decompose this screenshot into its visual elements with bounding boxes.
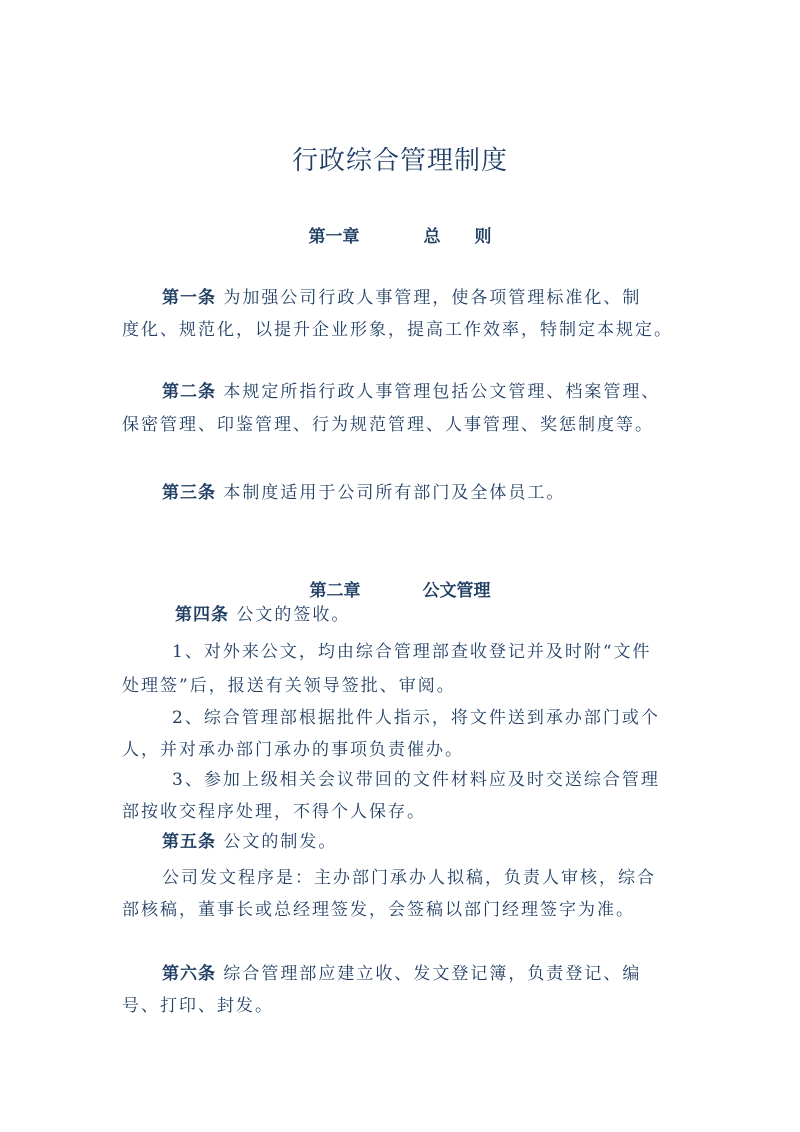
chapter-2-heading — [0, 576, 800, 601]
article-5-lead: 第五条 — [162, 832, 216, 852]
chapter-1-label: 第一章 — [308, 227, 360, 247]
article-4-item-2-line-2: 人，并对承办部门承办的事项负责催办。 — [122, 740, 464, 760]
article-1-line-2: 度化、规范化，以提升企业形象，提高工作效率，特制定本规定。 — [122, 320, 673, 340]
article-4-item-1-line-2: 处理签”后，报送有关领导签批、审阅。 — [122, 676, 456, 696]
chapter-1-title: 总 则 — [423, 227, 492, 247]
chapter-2-label: 第二章 — [309, 581, 361, 601]
article-5-line-1 — [162, 830, 337, 854]
article-4-item-3-line-1: 3、参加上级相关会议带回的文件材料应及时交送综合管理 — [172, 770, 660, 790]
article-6-lead: 第六条 — [162, 964, 216, 984]
article-4-text-1: 公文的签收。 — [236, 605, 351, 625]
article-6-line-2: 号、打印、封发。 — [122, 996, 274, 1016]
article-3-lead: 第三条 — [162, 483, 216, 503]
article-1-line-1 — [162, 286, 641, 310]
article-6-text-1: 综合管理部应建立收、发文登记簿，负责登记、编 — [223, 964, 642, 984]
article-5-paragraph-line-2: 部核稿，董事长或总经理签发，会签稿以部门经理签字为准。 — [122, 900, 635, 920]
article-2-line-2: 保密管理、印鉴管理、行为规范管理、人事管理、奖惩制度等。 — [122, 415, 654, 435]
article-2-lead: 第二条 — [162, 382, 216, 402]
article-4-line-1 — [175, 603, 350, 627]
article-6-line-1 — [162, 962, 641, 986]
chapter-2-title: 公文管理 — [422, 581, 491, 601]
article-1-text-1: 为加强公司行政人事管理，使各项管理标准化、制 — [223, 288, 642, 308]
article-2-line-1 — [162, 380, 660, 404]
document-title: 行政综合管理制度 — [291, 146, 508, 176]
article-3-text-1: 本制度适用于公司所有部门及全体员工。 — [223, 483, 566, 503]
chapter-1-heading — [0, 222, 800, 247]
article-5-text-1: 公文的制发。 — [223, 832, 338, 852]
article-4-lead: 第四条 — [175, 605, 229, 625]
article-1-lead: 第一条 — [162, 288, 216, 308]
article-3-line-1 — [162, 481, 565, 505]
article-2-text-1: 本规定所指行政人事管理包括公文管理、档案管理、 — [223, 382, 661, 402]
article-4-item-3-line-2: 部按收交程序处理，不得个人保存。 — [122, 802, 426, 822]
article-5-paragraph-line-1: 公司发文程序是：主办部门承办人拟稿，负责人审核，综合 — [162, 868, 656, 888]
article-4-item-2-line-1: 2、综合管理部根据批件人指示，将文件送到承办部门或个 — [172, 708, 660, 728]
article-4-item-1-line-1: 1、对外来公文，均由综合管理部查收登记并及时附“文件 — [172, 642, 652, 662]
